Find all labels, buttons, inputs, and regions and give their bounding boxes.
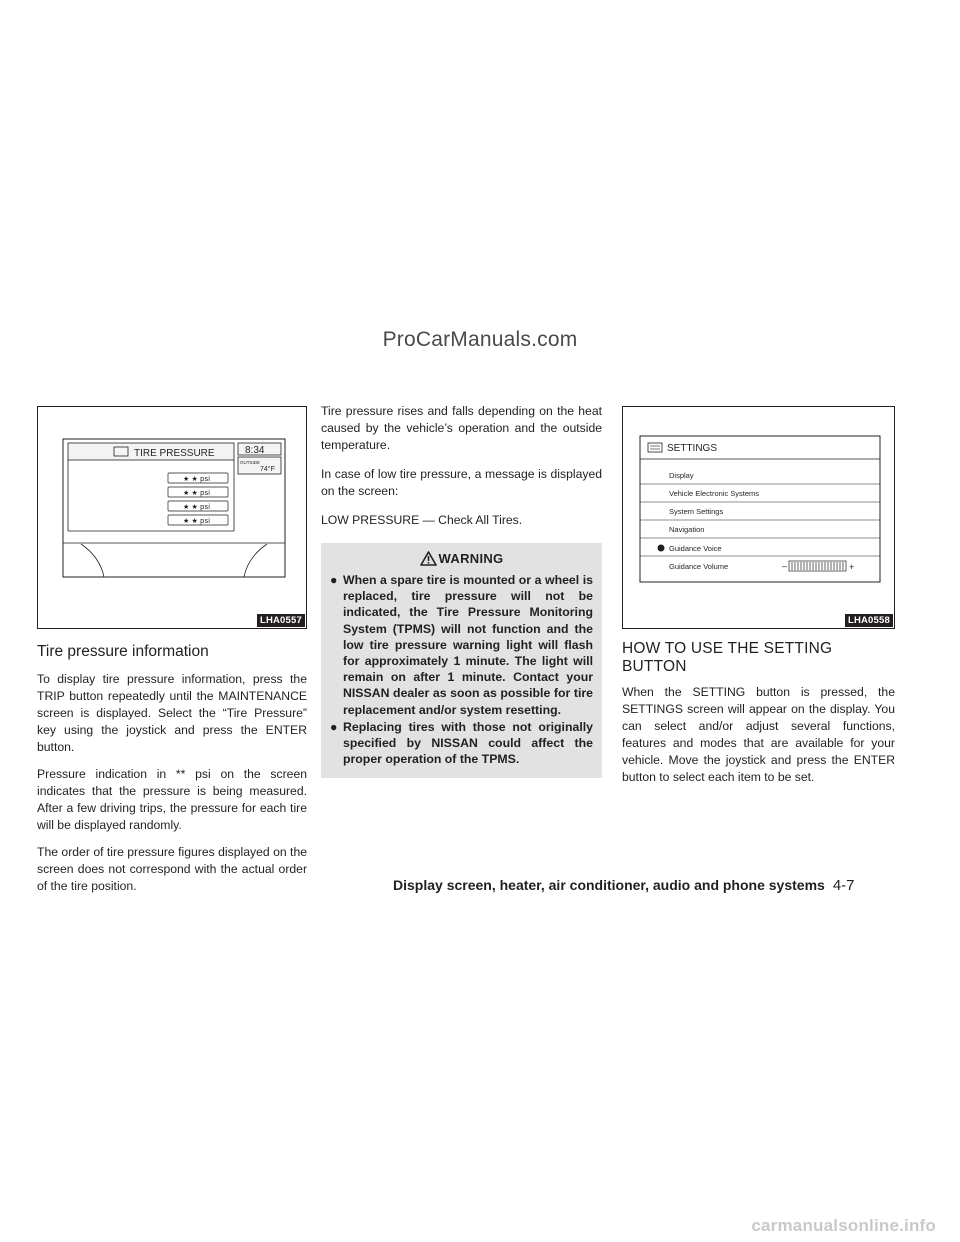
screen-title-text: TIRE PRESSURE: [134, 448, 215, 459]
page-number: 4-7: [832, 877, 855, 894]
pressure-value-4: ★ ★ psi: [183, 517, 211, 525]
menu-item-navigation: Navigation: [669, 525, 705, 534]
menu-item-guidance-voice: Guidance Voice: [669, 544, 722, 553]
volume-plus: +: [849, 562, 855, 572]
warning-heading: [330, 551, 593, 566]
page-footer: [393, 877, 896, 894]
footer-section-title: Display screen, heater, air conditioner, audio and phone systems: [393, 877, 825, 893]
settings-title-text: SETTINGS: [667, 443, 718, 454]
warning-item: [330, 572, 593, 718]
temperature-text: 74°F: [260, 466, 275, 473]
warning-item: [330, 719, 593, 768]
warning-title: WARNING: [438, 551, 504, 566]
watermark-procarmanuals: ProCarManuals.com: [382, 328, 578, 351]
figure-settings: [622, 406, 895, 629]
volume-minus: –: [782, 561, 788, 571]
warning-item-text: Replacing tires with those not originally specified by NISSAN could affect the proper operation of the TPMS.: [343, 719, 593, 767]
warning-triangle-icon: [420, 551, 437, 566]
menu-item-guidance-volume: Guidance Volume: [669, 562, 729, 571]
settings-screen-illustration: [623, 407, 894, 628]
pressure-value-3: ★ ★ psi: [183, 503, 211, 511]
figure-tire-pressure: [37, 406, 307, 629]
paragraph: The order of tire pressure figures displayed on the screen does not correspond with the actual order of the tire position.: [37, 845, 307, 893]
paragraph: When the SETTING button is pressed, the SETTINGS screen will appear on the display. You can select and/or adjust several functions, features and modes that are available for your vehicle. Move the joystick and press the ENTER button to select each item to be set.: [622, 685, 895, 784]
menu-item-vehicle-electronic-systems: Vehicle Electronic Systems: [669, 489, 760, 498]
section-heading-setting-button: HOW TO USE THE SETTING BUTTON: [622, 640, 833, 675]
paragraph: In case of low tire pressure, a message is displayed on the screen:: [321, 467, 602, 498]
pressure-value-1: ★ ★ psi: [183, 475, 211, 483]
bullet-icon: ●: [330, 573, 338, 587]
paragraph: Tire pressure rises and falls depending on the heat caused by the vehicle’s operation and the outside temperature.: [321, 404, 602, 452]
bullet-icon: ●: [330, 719, 338, 734]
section-heading-tire-pressure: Tire pressure information: [37, 643, 209, 660]
paragraph: To display tire pressure information, press the TRIP button repeatedly until the MAINTENANCE screen is displayed. Select the “Tire Pressure” key using the joystick and press the ENTER button.: [37, 672, 307, 754]
column-middle: [321, 403, 602, 778]
paragraph: Pressure indication in ** psi on the screen indicates that the pressure is being measured. After a few driving trips, the pressure for each tire will be displayed randomly.: [37, 767, 307, 832]
figure-label: LHA0557: [257, 614, 305, 627]
warning-box: [321, 543, 602, 778]
radio-on-icon: [658, 545, 665, 552]
warning-item-text: When a spare tire is mounted or a wheel is replaced, tire pressure will not be indicated, the Tire Pressure Monitoring System (TPMS) will not function and the low tire pressure warning light will flash for approximately 1 minute. The light will remain on after 1 minute. Contact your NISSAN dealer as soon as possible for tire replacement and/or system resetting.: [343, 573, 593, 717]
watermark-carmanualsonline: carmanualsonline.info: [751, 1216, 936, 1235]
column-right: [622, 406, 895, 796]
outside-label: OUTSIDE: [240, 460, 261, 465]
paragraph: LOW PRESSURE — Check All Tires.: [321, 513, 523, 527]
column-left: [37, 406, 307, 905]
menu-item-display: Display: [669, 471, 694, 480]
clock-text: 8:34: [245, 445, 265, 456]
menu-item-system-settings: System Settings: [669, 507, 724, 516]
figure-label: LHA0558: [845, 614, 893, 627]
pressure-value-2: ★ ★ psi: [183, 489, 211, 497]
tire-pressure-screen-illustration: [38, 407, 306, 628]
